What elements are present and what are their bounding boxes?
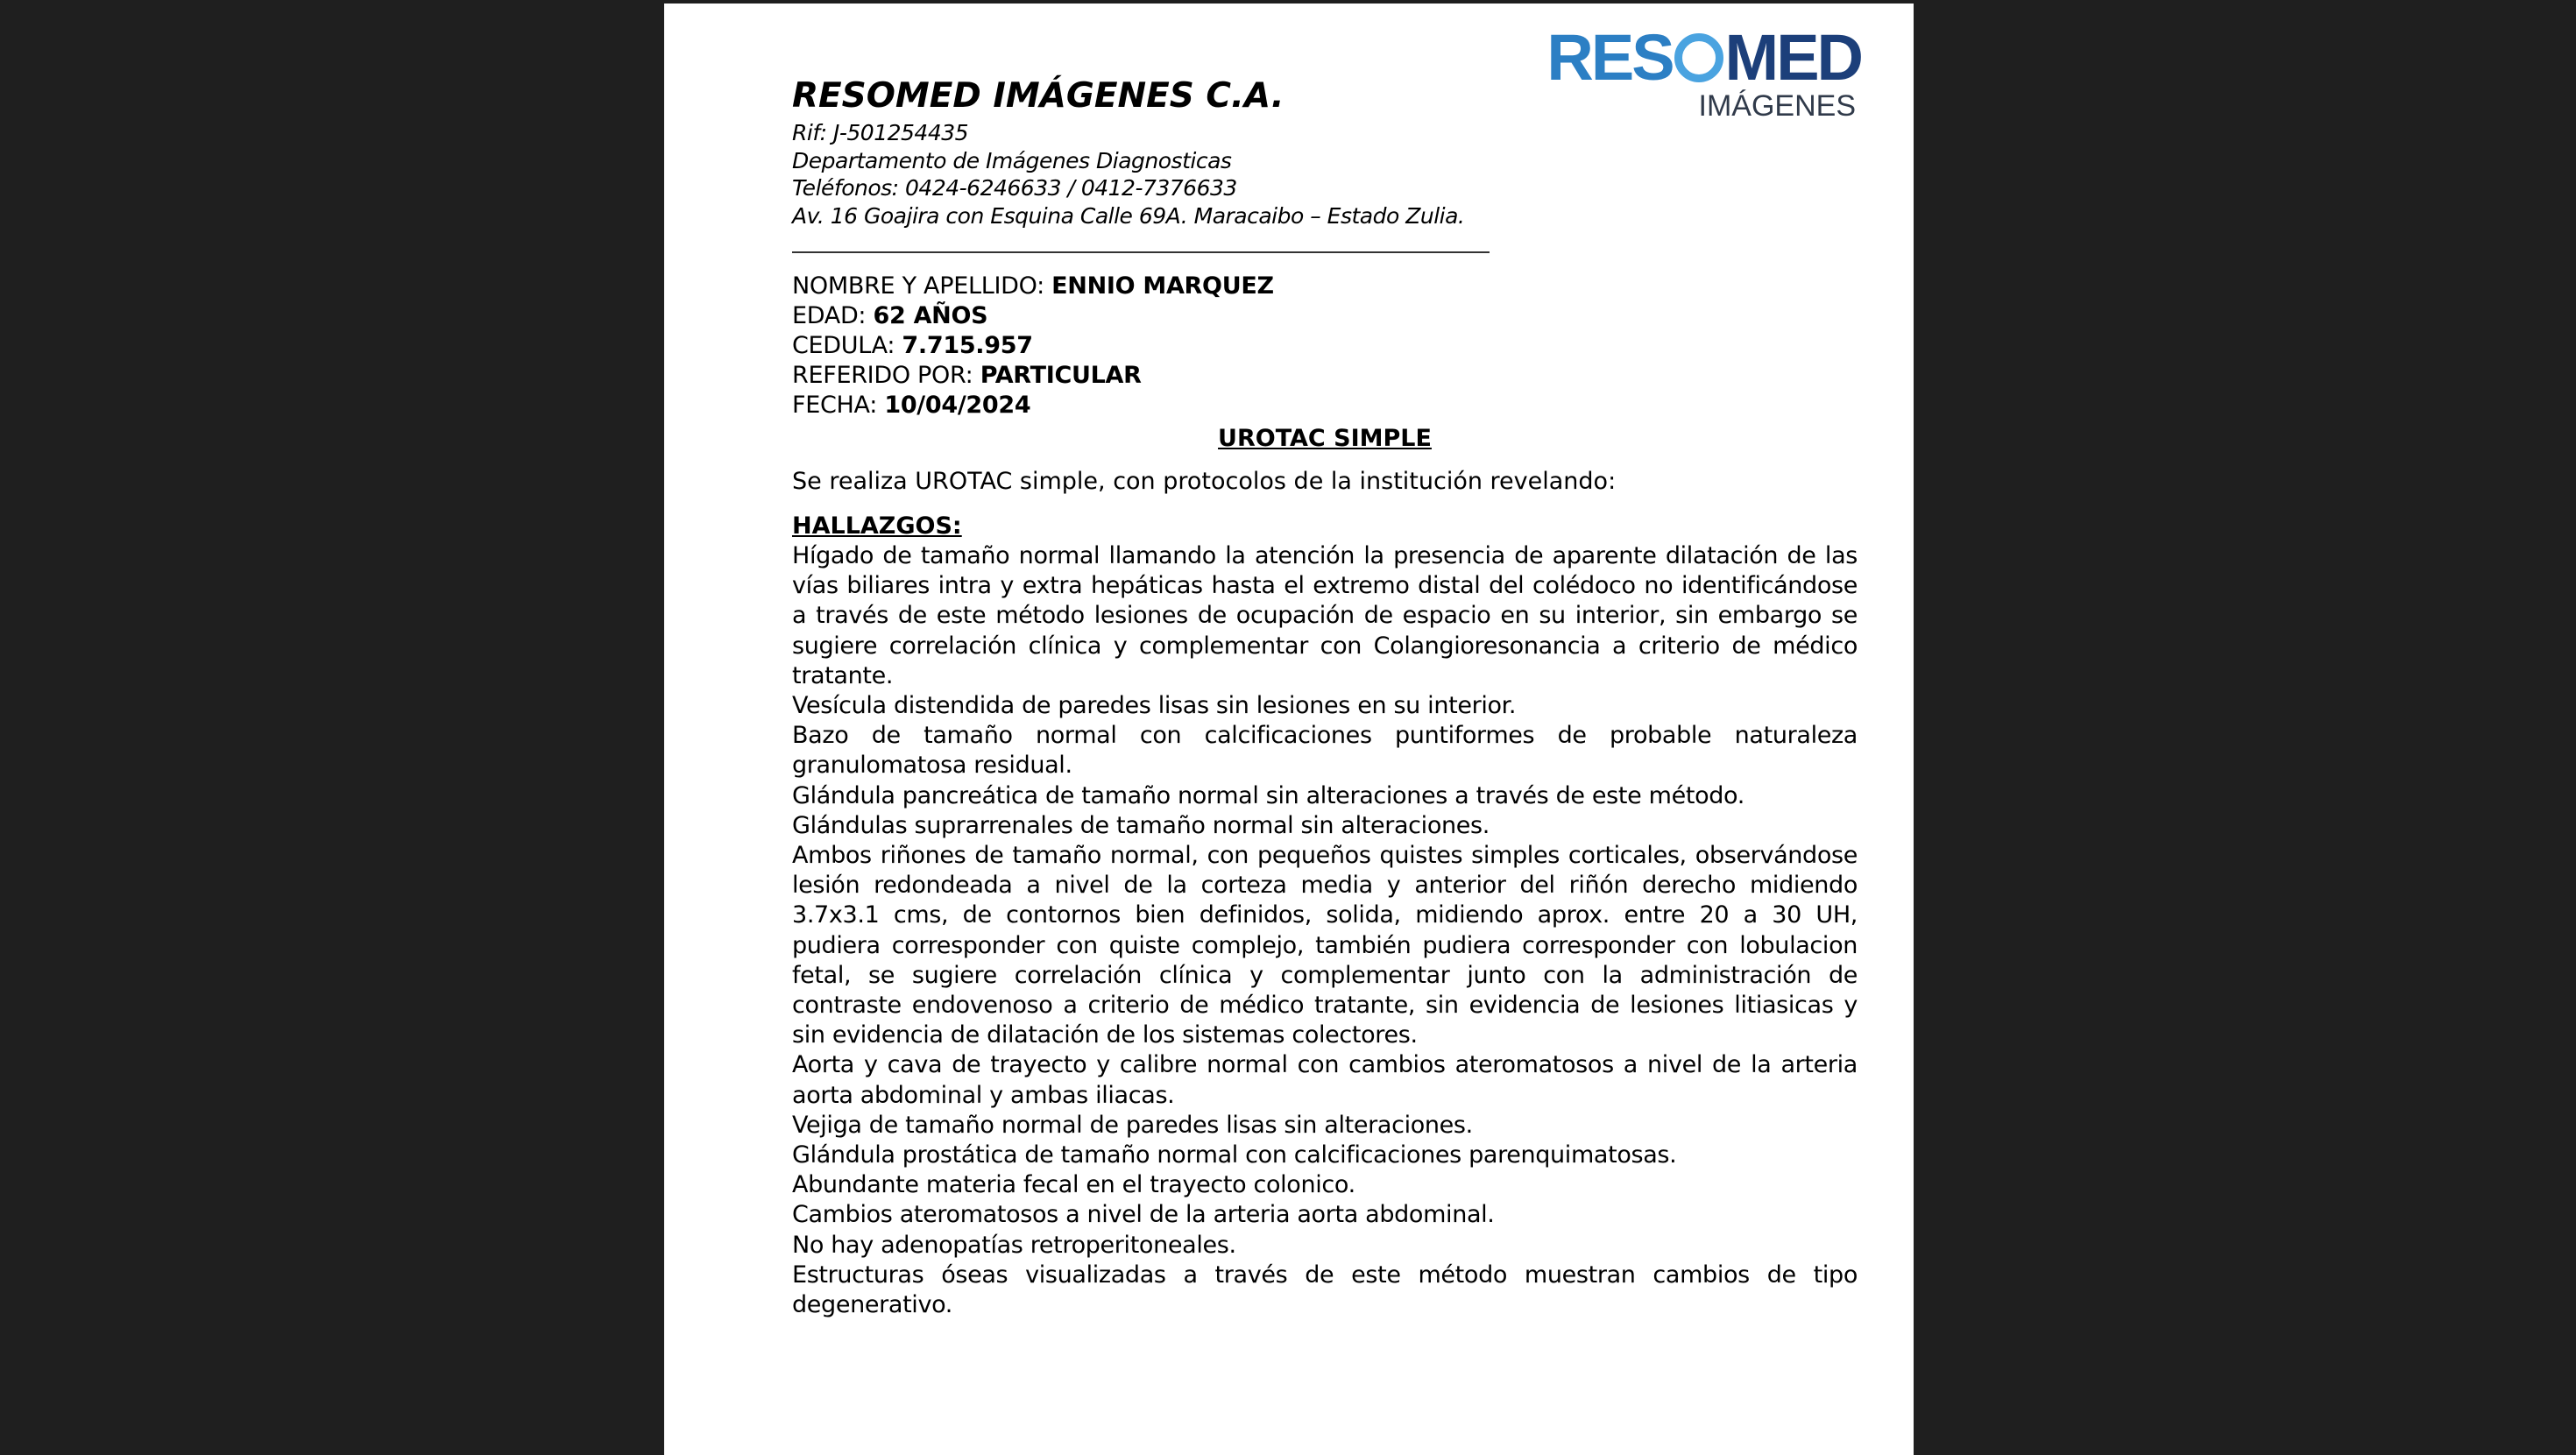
finding-item: Glándula prostática de tamaño normal con calcificaciones parenquimatosas.	[792, 1141, 1677, 1169]
patient-info	[792, 272, 1668, 420]
patient-name-row	[792, 272, 1668, 301]
study-title: UROTAC SIMPLE	[1218, 425, 1432, 452]
finding-item: Glándula pancreática de tamaño normal sin alteraciones a través de este método.	[792, 781, 1744, 809]
finding-item: Estructuras óseas visualizadas a través de este método muestran cambios de tipo degenerativo.	[792, 1261, 1858, 1319]
patient-referred-label: REFERIDO POR:	[792, 362, 980, 389]
patient-date-label: FECHA:	[792, 392, 885, 419]
finding-item: No hay adenopatías retroperitoneales.	[792, 1231, 1236, 1259]
patient-id-value: 7.715.957	[902, 332, 1033, 359]
finding-item: Bazo de tamaño normal con calcificaciones puntiformes de probable naturaleza granulomatosa residual.	[792, 722, 1858, 780]
study-intro: Se realiza UROTAC simple, con protocolos de la institución revelando:	[792, 468, 1617, 495]
patient-age-label: EDAD:	[792, 302, 874, 329]
finding-item: Cambios ateromatosos a nivel de la arteria aorta abdominal.	[792, 1201, 1495, 1229]
company-phones: Teléfonos: 0424-6246633 / 0412-7376633	[792, 175, 1237, 201]
finding-item: Aorta y cava de trayecto y calibre normal con cambios ateromatosos a nivel de la arteria aorta abdominal y ambas iliacas.	[792, 1051, 1858, 1109]
logo-brand-part2: MED	[1724, 21, 1861, 94]
finding-item: Glándulas suprarrenales de tamaño normal sin alteraciones.	[792, 811, 1490, 839]
company-header	[792, 74, 1493, 230]
company-rif: Rif: J-501254435	[792, 120, 969, 145]
logo-o-ring-icon	[1674, 33, 1723, 82]
finding-item: Abundante materia fecal en el trayecto colonico.	[792, 1171, 1355, 1199]
finding-item: Hígado de tamaño normal llamando la atención la presencia de aparente dilatación de las vías biliares intra y extra hepáticas hasta el extremo distal del colédoco no identificándose a través de este método lesiones de ocupación de espacio en su interior, sin embargo se sugiere correlación clínica y complementar con Colangioresonancia a criterio de médico tratante.	[792, 542, 1858, 689]
logo-subtitle: IMÁGENES	[1698, 89, 1856, 123]
patient-id-row	[792, 331, 1668, 361]
finding-item: Vejiga de tamaño normal de paredes lisas sin alteraciones.	[792, 1111, 1473, 1139]
company-name: RESOMED IMÁGENES C.A.	[792, 76, 1284, 116]
logo-brand-part1: RES	[1546, 21, 1673, 94]
patient-name-label: NOMBRE Y APELLIDO:	[792, 272, 1052, 300]
header-divider	[792, 251, 1490, 253]
company-address: Av. 16 Goajira con Esquina Calle 69A. Maracaibo – Estado Zulia.	[792, 202, 1465, 229]
patient-name-value: ENNIO MARQUEZ	[1051, 272, 1274, 300]
findings-list	[792, 541, 1858, 1320]
patient-age-row	[792, 301, 1668, 331]
patient-referred-row	[792, 361, 1668, 391]
resomed-logo	[1546, 21, 1861, 123]
finding-item: Vesícula distendida de paredes lisas sin lesiones en su interior.	[792, 692, 1517, 720]
company-department: Departamento de Imágenes Diagnosticas	[792, 147, 1232, 173]
findings-heading: HALLAZGOS:	[792, 512, 962, 540]
finding-item: Ambos riñones de tamaño normal, con pequeños quistes simples corticales, observándose lesión redondeada a nivel de la corteza media y anterior del riñón derecho midiendo 3.7x3.1 cms, de contornos bien definidos, solida, midiendo aprox. entre 20 a 30 UH, pudiera corresponder con quiste complejo, también pudiera corresponder con lobulacion fetal, se sugiere correlación clínica y complementar junto con la administración de contraste endovenoso a criterio de médico tratante, sin evidencia de lesiones litiasicas y sin evidencia de dilatación de los sistemas colectores.	[792, 842, 1858, 1049]
patient-id-label: CEDULA:	[792, 332, 902, 359]
report-page	[664, 4, 1914, 1455]
patient-age-value: 62 AÑOS	[873, 302, 988, 329]
logo-wordmark	[1546, 21, 1861, 94]
patient-date-value: 10/04/2024	[884, 392, 1031, 419]
patient-date-row	[792, 391, 1668, 420]
patient-referred-value: PARTICULAR	[980, 362, 1142, 389]
